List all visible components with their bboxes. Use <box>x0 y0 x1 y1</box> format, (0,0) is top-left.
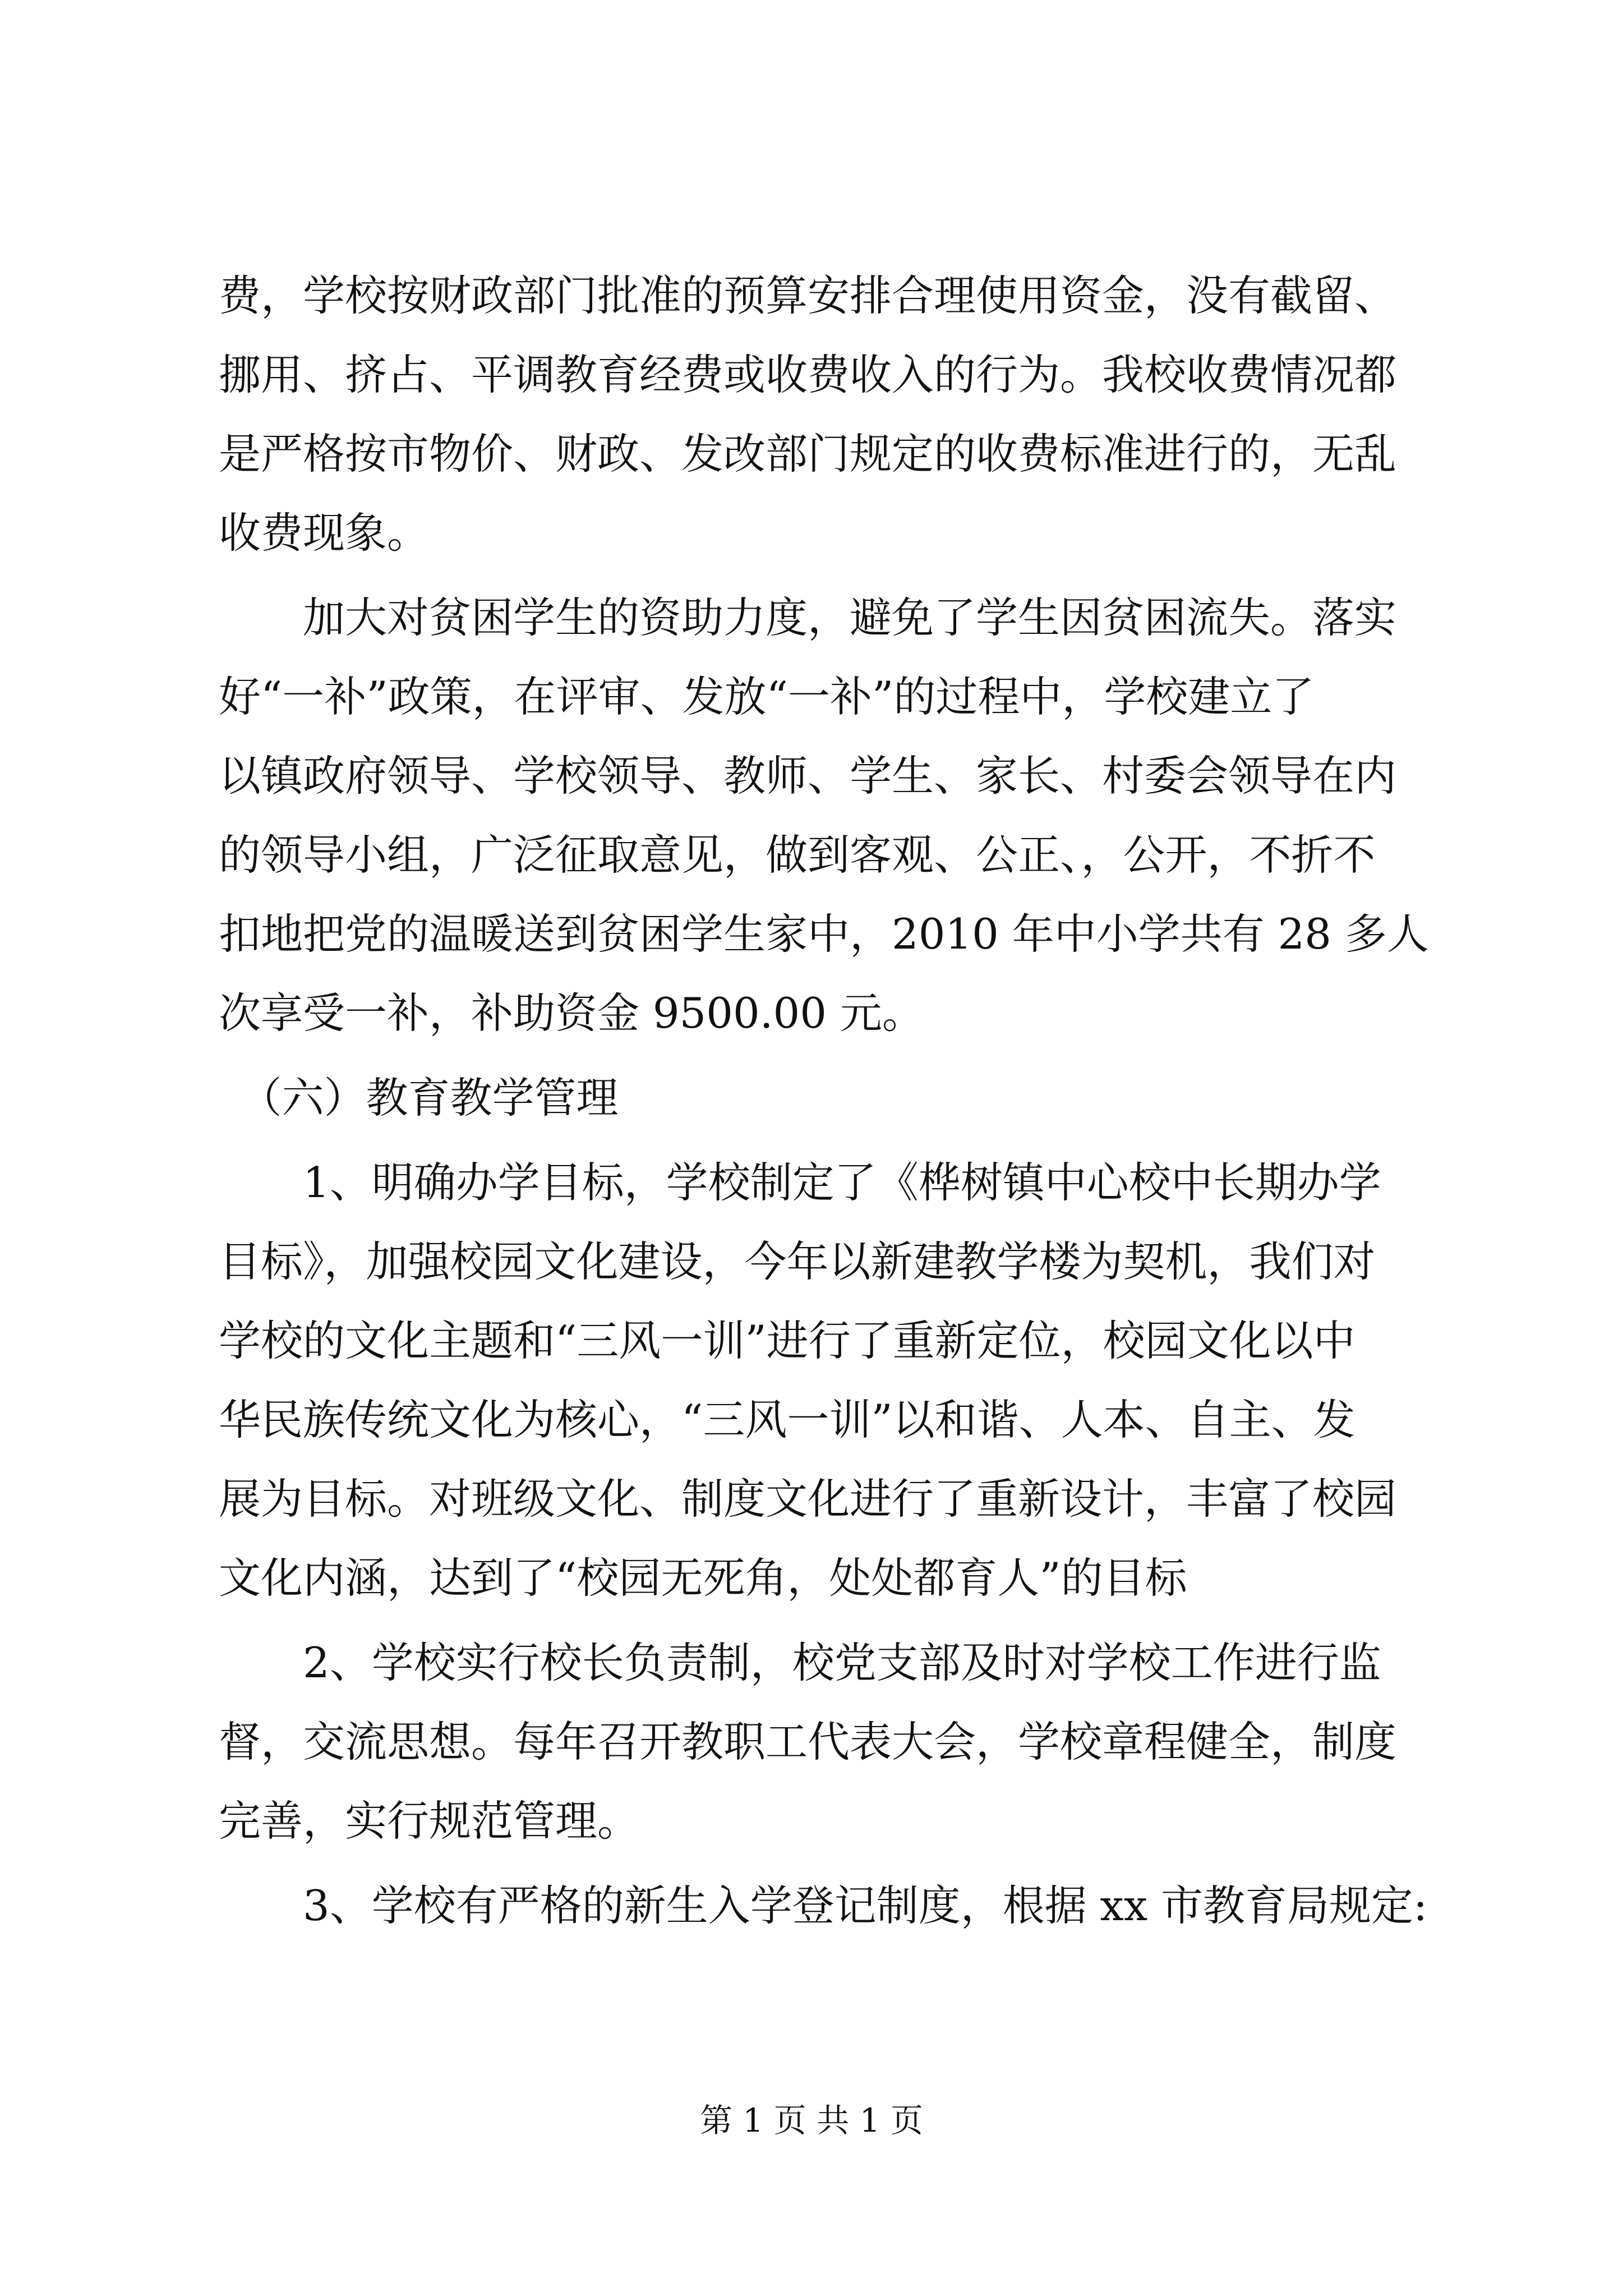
text-line: 的领导小组，广泛征取意见，做到客观、公正、，公开，不折不 <box>219 830 1376 880</box>
text-line: 扣地把党的温暖送到贫困学生家中，2010 年中小学共有 28 多人 <box>219 909 1429 959</box>
text-line: 华民族传统文化为核心，“三风一训”以和谐、人本、自主、发 <box>219 1395 1355 1444</box>
paragraph-item-2 <box>219 1623 1441 1861</box>
section-heading: （六）教育教学管理 <box>219 1073 619 1122</box>
text-line: 次享受一补，补助资金 9500.00 元。 <box>219 988 924 1038</box>
paragraph-student-aid <box>219 578 1441 1053</box>
text-line: 督，交流思想。每年召开教职工代表大会，学校章程健全，制度 <box>219 1717 1397 1766</box>
paragraph-fee-usage <box>219 256 1441 573</box>
text-line: 费，学校按财政部门批准的预算安排合理使用资金，没有截留、 <box>219 271 1397 320</box>
text-line: 展为目标。对班级文化、制度文化进行了重新设计，丰富了校园 <box>219 1474 1397 1524</box>
text-line: 挪用、挤占、平调教育经费或收费收入的行为。我校收费情况都 <box>219 350 1397 399</box>
paragraph-spacer <box>219 1053 1441 1059</box>
paragraph-spacer <box>219 573 1441 578</box>
text-line: 目标》，加强校园文化建设，今年以新建教学楼为契机，我们对 <box>219 1237 1376 1286</box>
section-heading-teaching-management <box>219 1059 1441 1138</box>
document-body <box>219 256 1441 1945</box>
paragraph-spacer <box>219 1138 1441 1143</box>
paragraph-spacer <box>219 1861 1441 1866</box>
paragraph-item-1 <box>219 1143 1441 1618</box>
paragraph-spacer <box>219 1618 1441 1623</box>
text-line: 3、学校有严格的新生入学登记制度，根据 xx 市教育局规定: <box>219 1881 1428 1930</box>
page-number: 第 1 页 共 1 页 <box>700 2101 923 2139</box>
text-line: 2、学校实行校长负责制，校党支部及时对学校工作进行监 <box>219 1638 1381 1687</box>
paragraph-item-3 <box>219 1866 1441 1945</box>
text-line: 是严格按市物价、财政、发改部门规定的收费标准进行的，无乱 <box>219 429 1397 478</box>
text-line: 完善，实行规范管理。 <box>219 1796 640 1846</box>
page-footer <box>0 2101 1623 2140</box>
text-line: 1、明确办学目标，学校制定了《桦树镇中心校中长期办学 <box>219 1158 1381 1207</box>
text-line: 好“一补”政策，在评审、发放“一补”的过程中，学校建立了 <box>219 672 1315 721</box>
text-line: 文化内涵，达到了“校园无死角，处处都育人”的目标 <box>219 1553 1187 1603</box>
text-line: 收费现象。 <box>219 508 430 558</box>
text-line: 加大对贫困学生的资助力度，避免了学生因贫困流失。落实 <box>219 593 1397 642</box>
text-line: 学校的文化主题和“三风一训”进行了重新定位，校园文化以中 <box>219 1316 1355 1365</box>
text-line: 以镇政府领导、学校领导、教师、学生、家长、村委会领导在内 <box>219 751 1397 800</box>
